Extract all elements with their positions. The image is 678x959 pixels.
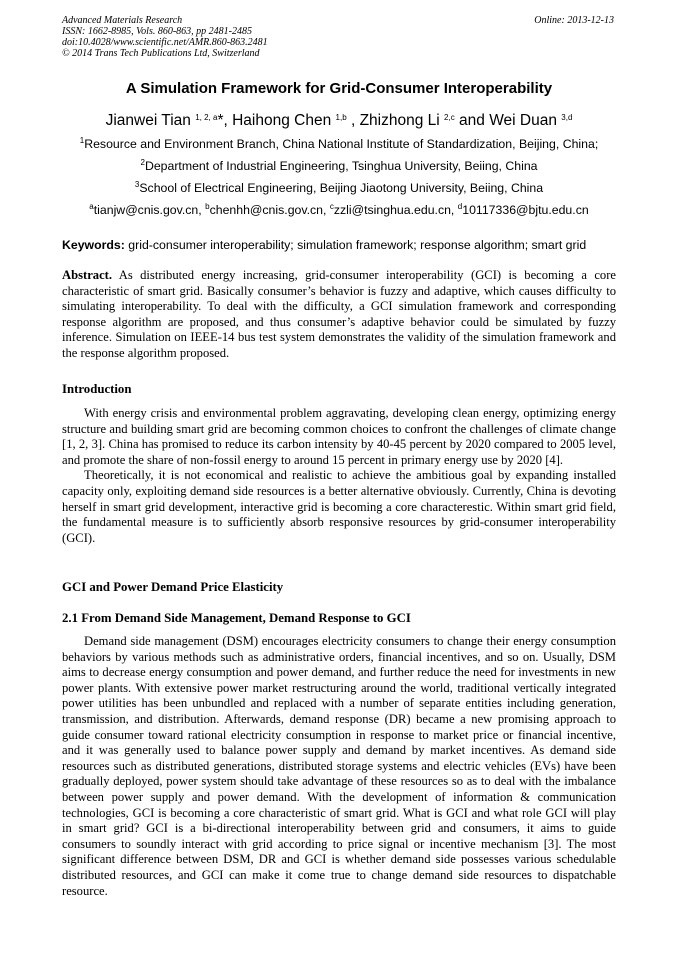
email-link[interactable]: tianjw@cnis.gov.cn, [93, 203, 202, 217]
abstract-label: Abstract. [62, 268, 113, 282]
email-mark: d [457, 202, 463, 211]
affiliation-2 [0, 159, 678, 173]
journal-name: Advanced Materials Research [62, 15, 183, 26]
email-mark: b [205, 202, 210, 211]
keywords [62, 238, 622, 252]
paper-title: A Simulation Framework for Grid-Consumer Interoperability [125, 80, 553, 97]
introduction-heading: Introduction [62, 382, 132, 396]
journal-header [62, 15, 268, 59]
email-link[interactable]: 10117336@bjtu.edu.cn [462, 203, 589, 217]
author-name: Jianwei Tian [105, 112, 191, 129]
author-name: Haihong Chen [232, 112, 332, 129]
author-suffix: *, [217, 112, 228, 129]
copyright-line: © 2014 Trans Tech Publications Ltd, Switzerland [62, 48, 260, 59]
affil-mark: 2 [140, 158, 145, 167]
affil-mark: 1 [79, 136, 85, 145]
section-body [62, 634, 616, 899]
keywords-label: Keywords: [62, 238, 125, 252]
email-mark: c [329, 202, 334, 211]
email-mark: a [89, 202, 94, 211]
paragraph: Demand side management (DSM) encourages electricity consumers to change their energy consumption behaviors by various methods such as administrative orders, financial incentives, and so on. Usually, DSM aims to decrease energy consumption and power demand, and further reduce the need for investments in new power plants. With extensive power market restructuring around the world, traditional vertically integrated power utilities has been unbundled and replaced with a number of separate entities including generation, transmission, and distribution. Afterwards, demand response (DR) became a new promising approach to guide consumer toward rational electricity consumption in response to market price or financial incentive, and it was generally used to balance power supply and demand by market incentives. As demand side resources such as distributed generations, distributed storage systems and electric vehicles (EVs) have been gradually deployed, power system should take advantage of these resources so as to deal with the imbalance between power supply and power demand. With the development of information & communication technologies, GCI is becoming a core characteristic of smart grid. What is GCI and what role GCI will play in smart grid? GCI is a bi-directional interoperability between grid and consumers, it aims to guide consumers to soundly interact with grid according to price signal or incentive mechanism [3]. The most significant difference between DSM, DR and GCI is whether demand side possesses various schedulable distributed resources, and GCI can make it come true to change demand side resources to dispatchable resource. [62, 634, 616, 898]
author-affil-mark: 1,b [335, 113, 347, 122]
affil-text: Resource and Environment Branch, China National Institute of Standardization, Beijing, China; [84, 137, 599, 151]
author-name: Wei Duan [489, 112, 557, 129]
doi-line[interactable]: doi:10.4028/www.scientific.net/AMR.860-863.2481 [62, 37, 268, 48]
author-name: Zhizhong Li [359, 112, 440, 129]
introduction-body [62, 406, 616, 546]
online-date: Online: 2013-12-13 [534, 15, 614, 26]
abstract [62, 268, 616, 362]
affiliation-3 [0, 181, 678, 195]
author-suffix: and [459, 112, 485, 129]
author-affil-mark: 2,c [444, 113, 455, 122]
keywords-text: grid-consumer interoperability; simulation framework; response algorithm; smart grid [128, 238, 587, 252]
section-heading: GCI and Power Demand Price Elasticity [62, 580, 284, 594]
affiliation-1 [0, 137, 678, 151]
email-link[interactable]: zzli@tsinghua.edu.cn, [333, 203, 455, 217]
affil-mark: 3 [134, 180, 140, 189]
email-link[interactable]: chenhh@cnis.gov.cn, [209, 203, 327, 217]
subsection-heading: 2.1 From Demand Side Management, Demand Response to GCI [62, 611, 411, 625]
abstract-text: As distributed energy increasing, grid-consumer interoperability (GCI) is becoming a core characteristic of smart grid. Basically consumer’s behavior is fuzzy and adaptive, which causes difficulty to simulating interoperability. To deal with the difficulty, a GCI simulation framework and corresponding response algorithm are proposed, and thus consumer’s adaptive behavior could be simulated by fuzzy inference. Simulation on IEEE-14 bus test system demonstrates the validity of the simulation framework and the response algorithm proposed. [62, 268, 616, 360]
paragraph: With energy crisis and environmental problem aggravating, developing clean energy, optimizing energy structure and building smart grid are becoming common choices to confront the challenges of climate change [1, 2, 3]. China has promised to reduce its carbon intensity by 40-45 percent by 2020 compared to 2005 level, and promote the share of non-fossil energy to around 15 percent in primary energy use by 2020 [4]. [62, 406, 616, 467]
affil-text: School of Electrical Engineering, Beijing Jiaotong University, Beiing, China [139, 181, 544, 195]
email-line [0, 203, 678, 217]
author-line [0, 112, 678, 130]
author-affil-mark: 1, 2, a [195, 113, 218, 122]
issn-line: ISSN: 1662-8985, Vols. 860-863, pp 2481-2485 [62, 26, 252, 37]
affil-text: Department of Industrial Engineering, Tsinghua University, Beiing, China [144, 159, 538, 173]
author-suffix: , [350, 112, 356, 129]
author-affil-mark: 3,d [561, 113, 573, 122]
paragraph: Theoretically, it is not economical and realistic to achieve the ambitious goal by expanding installed capacity only, exploiting demand side resources is a better alternative obviously. Currently, China is devoting herself in smart grid development, interactive grid is becoming a core characterestic. Within smart grid field, the fundamental measure is to sufficiently absorb responsive resources by grid-consumer interoperability (GCI). [62, 468, 616, 545]
